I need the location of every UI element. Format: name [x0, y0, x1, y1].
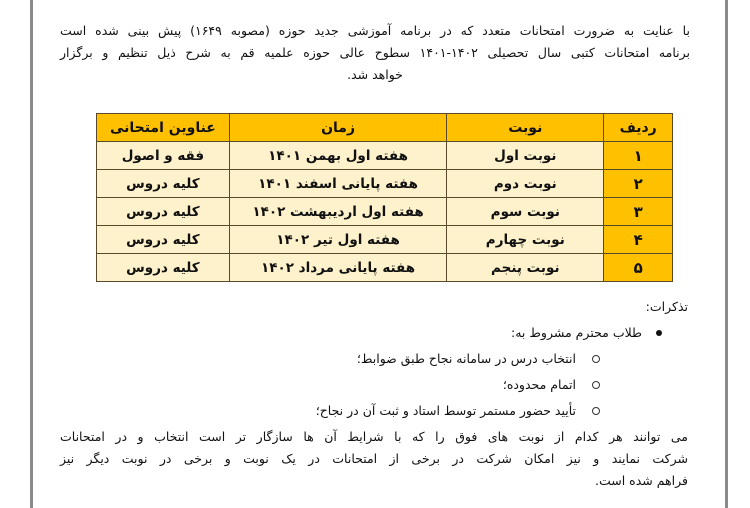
- table-row: [97, 142, 673, 170]
- header-titles: عناوین امتحانی: [97, 114, 230, 142]
- row-turn: نوبت سوم: [447, 198, 604, 226]
- main-bullet-text: طلاب محترم مشروط به:: [511, 325, 642, 340]
- row-titles: فقه و اصول: [97, 142, 230, 170]
- row-index: ۵: [604, 254, 673, 282]
- row-index: ۴: [604, 226, 673, 254]
- closing-line-1: می توانند هر کدام از نوبت های فوق را که با شرایط آن ها سازگار تر است انتخاب و در امتحانات: [60, 429, 688, 444]
- header-turn: نوبت: [447, 114, 604, 142]
- row-time: هفته پایانی اسفند ۱۴۰۱: [229, 170, 446, 198]
- table-row: [97, 226, 673, 254]
- sub-list-item: [60, 398, 688, 424]
- sub-list-item: [60, 346, 688, 372]
- header-time: زمان: [229, 114, 446, 142]
- table-row: [97, 198, 673, 226]
- hollow-circle-bullet-icon: [592, 407, 600, 415]
- header-index: ردیف: [604, 114, 673, 142]
- intro-paragraph: [60, 20, 690, 86]
- hollow-circle-bullet-icon: [592, 355, 600, 363]
- intro-line-2: برنامه امتحانات کتبی سال تحصیلی ۱۴۰۲-۱۴۰۱ سطوح عالی حوزه علمیه قم به شرح ذیل تنظیم و برگزار: [60, 45, 690, 60]
- intro-line-3: خواهد شد.: [347, 67, 403, 82]
- row-titles: کلیه دروس: [97, 226, 230, 254]
- notes-title: تذکرات:: [645, 299, 688, 314]
- intro-line-1: با عنایت به ضرورت امتحانات متعدد که در برنامه آموزشی جدید حوزه (مصوبه ۱۶۴۹) پیش بینی شده است: [60, 23, 690, 38]
- row-titles: کلیه دروس: [97, 198, 230, 226]
- sub-item-text: اتمام محدوده؛: [502, 377, 576, 392]
- exam-schedule-table: [96, 113, 673, 282]
- row-time: هفته اول تیر ۱۴۰۲: [229, 226, 446, 254]
- hollow-circle-bullet-icon: [592, 381, 600, 389]
- main-bullet-item: [60, 322, 688, 344]
- sub-item-text: انتخاب درس در سامانه نجاح طبق ضوابط؛: [356, 351, 576, 366]
- notes-section: [60, 296, 688, 492]
- row-time: هفته اول بهمن ۱۴۰۱: [229, 142, 446, 170]
- row-turn: نوبت اول: [447, 142, 604, 170]
- table-row: [97, 254, 673, 282]
- sub-item-text: تأیید حضور مستمر توسط استاد و ثبت آن در نجاح؛: [315, 403, 576, 418]
- closing-line-3: فراهم شده است.: [595, 473, 688, 488]
- row-titles: کلیه دروس: [97, 254, 230, 282]
- row-index: ۳: [604, 198, 673, 226]
- table-row: [97, 170, 673, 198]
- closing-paragraph: [60, 426, 688, 492]
- sub-list-item: [60, 372, 688, 398]
- row-turn: نوبت دوم: [447, 170, 604, 198]
- row-time: هفته اول اردیبهشت ۱۴۰۲: [229, 198, 446, 226]
- bullet-dot-icon: [656, 330, 662, 336]
- row-time: هفته پایانی مرداد ۱۴۰۲: [229, 254, 446, 282]
- table-header-row: [97, 114, 673, 142]
- row-titles: کلیه دروس: [97, 170, 230, 198]
- closing-line-2: شرکت نمایند و نیز امکان شرکت در برخی از امتحانات در یک نوبت و برخی در نوبت دیگر نیز: [60, 451, 688, 466]
- row-turn: نوبت پنجم: [447, 254, 604, 282]
- row-index: ۲: [604, 170, 673, 198]
- row-index: ۱: [604, 142, 673, 170]
- row-turn: نوبت چهارم: [447, 226, 604, 254]
